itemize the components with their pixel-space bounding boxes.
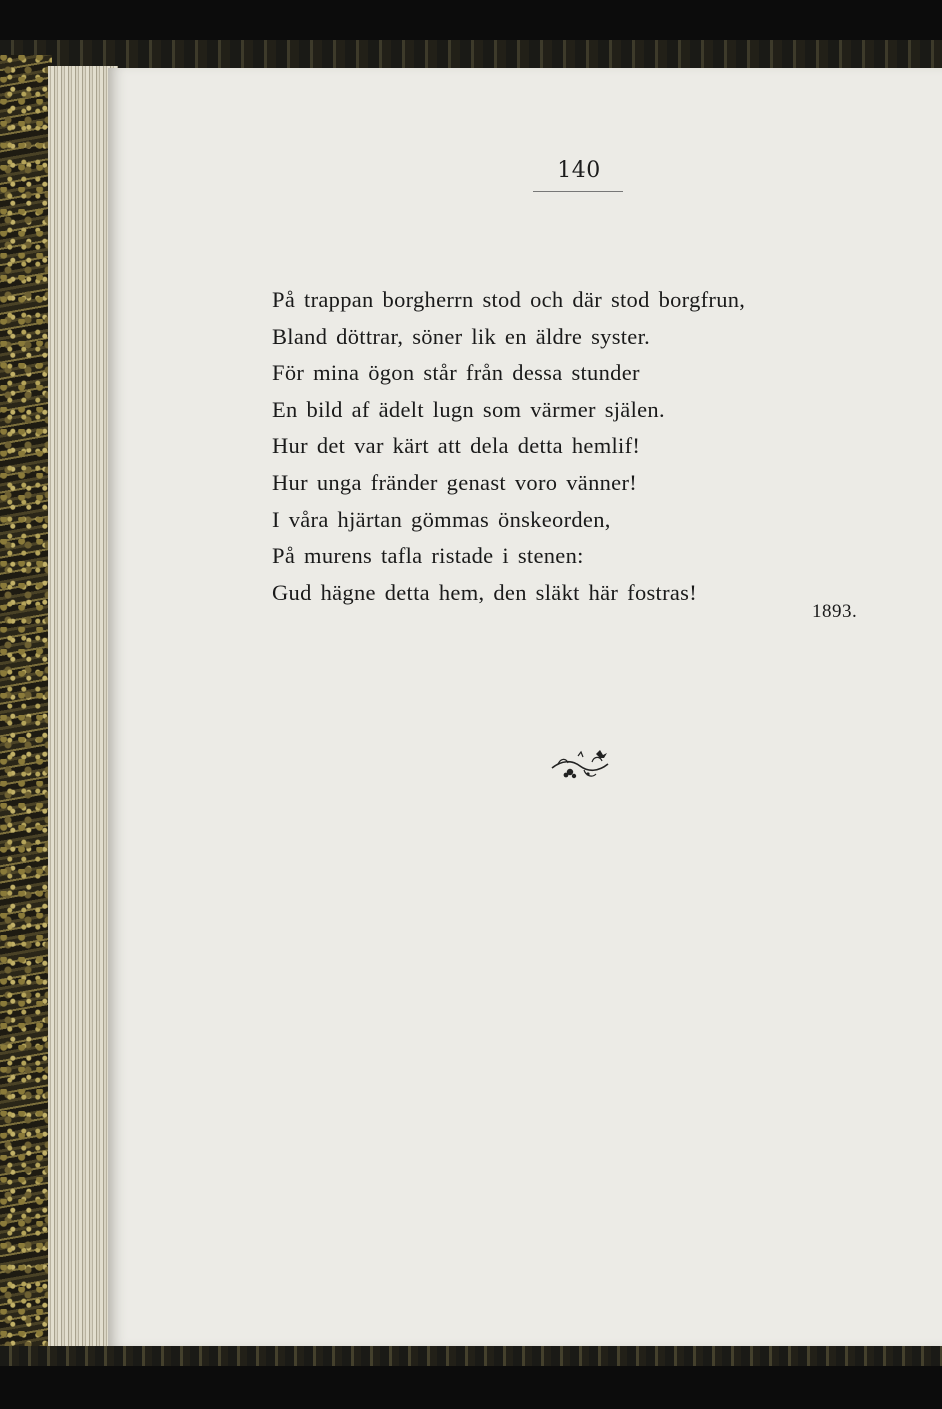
floral-vignette-icon [548,748,612,782]
poem-line: En bild af ädelt lugn som värmer själen. [272,396,665,422]
cover-edge-bottom [0,1346,942,1366]
poem-line: I våra hjärtan gömmas önskeorden, [272,506,611,532]
poem-line: Hur det var kärt att dela detta hemlif! [272,433,641,459]
poem-line: Hur unga fränder genast voro vänner! [272,469,638,495]
poem-line: Gud hägne detta hem, den släkt här fostras! [272,579,698,605]
cover-edge-top [0,40,942,68]
poem-line: På murens tafla ristade i stenen: [272,543,584,569]
page-number-rule [533,191,623,192]
poem-line: För mina ögon står från dessa stunder [272,360,640,386]
poem-line: Bland döttrar, söner lik en äldre syster. [272,323,651,349]
book-page [108,68,942,1346]
poem [272,282,892,611]
page-number: 140 [557,158,601,183]
poem-year: 1893. [812,601,858,622]
marbled-cover [0,55,52,1355]
poem-line: På trappan borgherrn stod och där stod borgfrun, [272,287,746,312]
